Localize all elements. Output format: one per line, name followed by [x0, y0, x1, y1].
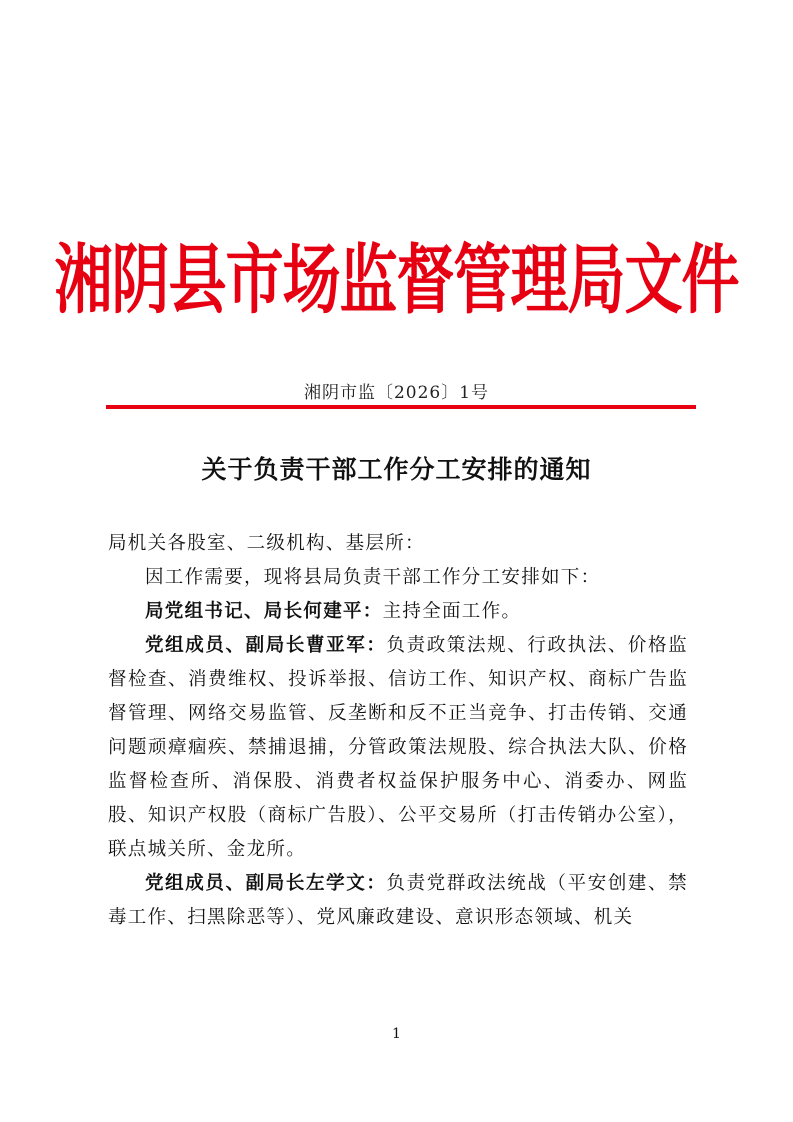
section-lead: 党组成员、副局长左学文： — [145, 873, 387, 894]
salutation: 局机关各股室、二级机构、基层所： — [108, 533, 425, 554]
section-text: 主持全面工作。 — [382, 601, 522, 622]
page-number: 1 — [392, 1026, 401, 1042]
section-text: 负责党群政法统战（平安创建、禁毒工作、扫黑除恶等）、党风廉政建设、意识形态领域、机关 — [108, 873, 688, 928]
section-text: 负责政策法规、行政执法、价格监督检查、消费维权、投诉举报、信访工作、知识产权、商标广告监督管理、网络交易监管、反垄断和反不正当竞争、打击传销、交通问题顽瘴痼疾、禁捕退捕，分管政策法规股、综合执法大队、价格监督检查所、消保股、消费者权益保护服务中心、消委办、网监股、知识产权股（商标广告股）、公平交易所（打击传销办公室），联点城关所、金龙所。 — [108, 635, 688, 860]
intro-paragraph: 因工作需要，现将县局负责干部工作分工安排如下： — [145, 567, 601, 588]
section-paragraph — [108, 595, 688, 629]
document-title: 关于负责干部工作分工安排的通知 — [201, 455, 592, 484]
document-body — [108, 527, 688, 935]
section-paragraph — [108, 867, 688, 935]
masthead: 湘阴县市场监督管理局文件 — [54, 235, 739, 325]
section-lead: 局党组书记、局长何建平： — [145, 601, 383, 622]
section-lead: 党组成员、副局长曹亚军： — [145, 635, 387, 656]
red-divider-line — [106, 405, 696, 409]
document-number: 湘阴市监〔2026〕1号 — [303, 383, 490, 403]
section-paragraph — [108, 629, 688, 867]
